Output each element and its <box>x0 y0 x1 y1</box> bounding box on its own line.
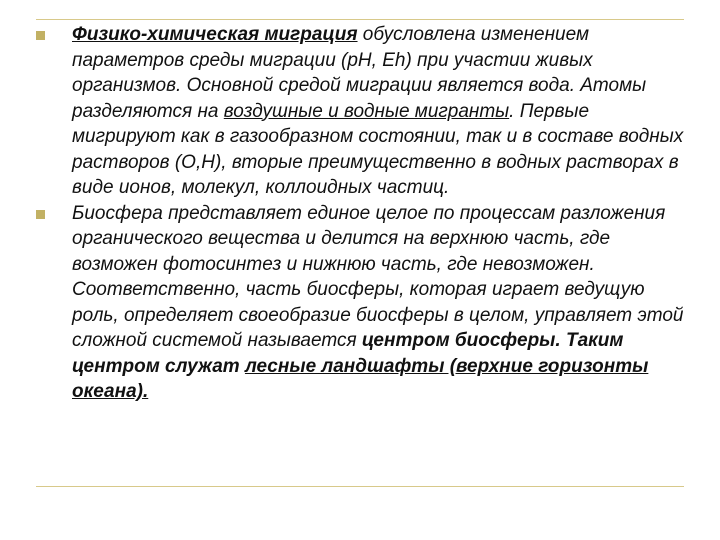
list-item <box>36 201 684 405</box>
list-item <box>36 22 684 201</box>
term-air-water-migrants: воздушные и водные мигранты <box>223 100 510 122</box>
bottom-divider <box>36 486 684 487</box>
bullet-list <box>36 22 684 405</box>
term-forest-landscapes: лесные ландшафты (верхние горизонты океана). <box>72 355 649 402</box>
bullet-text: . Первые мигрируют как в газообразном состоянии, так и в составе водных растворов (O,H), вторые преимущественно в водных растворах в виде ионов, молекул, коллоидных частиц. <box>72 100 684 198</box>
bullet-text: Биосфера представляет единое целое по процессам разложения органического вещества и делится на верхнюю часть, где возможен фотосинтез и нижнюю часть, где невозможен. Соответственно, часть биосферы, которая играет ведущую роль, определяет своеобразие биосферы в целом, управляет этой сложной системой называется <box>72 202 684 351</box>
top-divider <box>36 19 684 20</box>
square-bullet-icon <box>36 31 45 40</box>
term-physico-chemical-migration: Физико-химическая миграция <box>72 24 358 45</box>
term-biosphere-center: центром биосферы. Таким центром служат <box>72 330 624 377</box>
square-bullet-icon <box>36 210 45 219</box>
bullet-text: обусловлена изменением параметров среды миграции (pH, Eh) при участии живых организмов. Основной средой миграции является вода. Атомы разделяются на <box>72 24 647 122</box>
